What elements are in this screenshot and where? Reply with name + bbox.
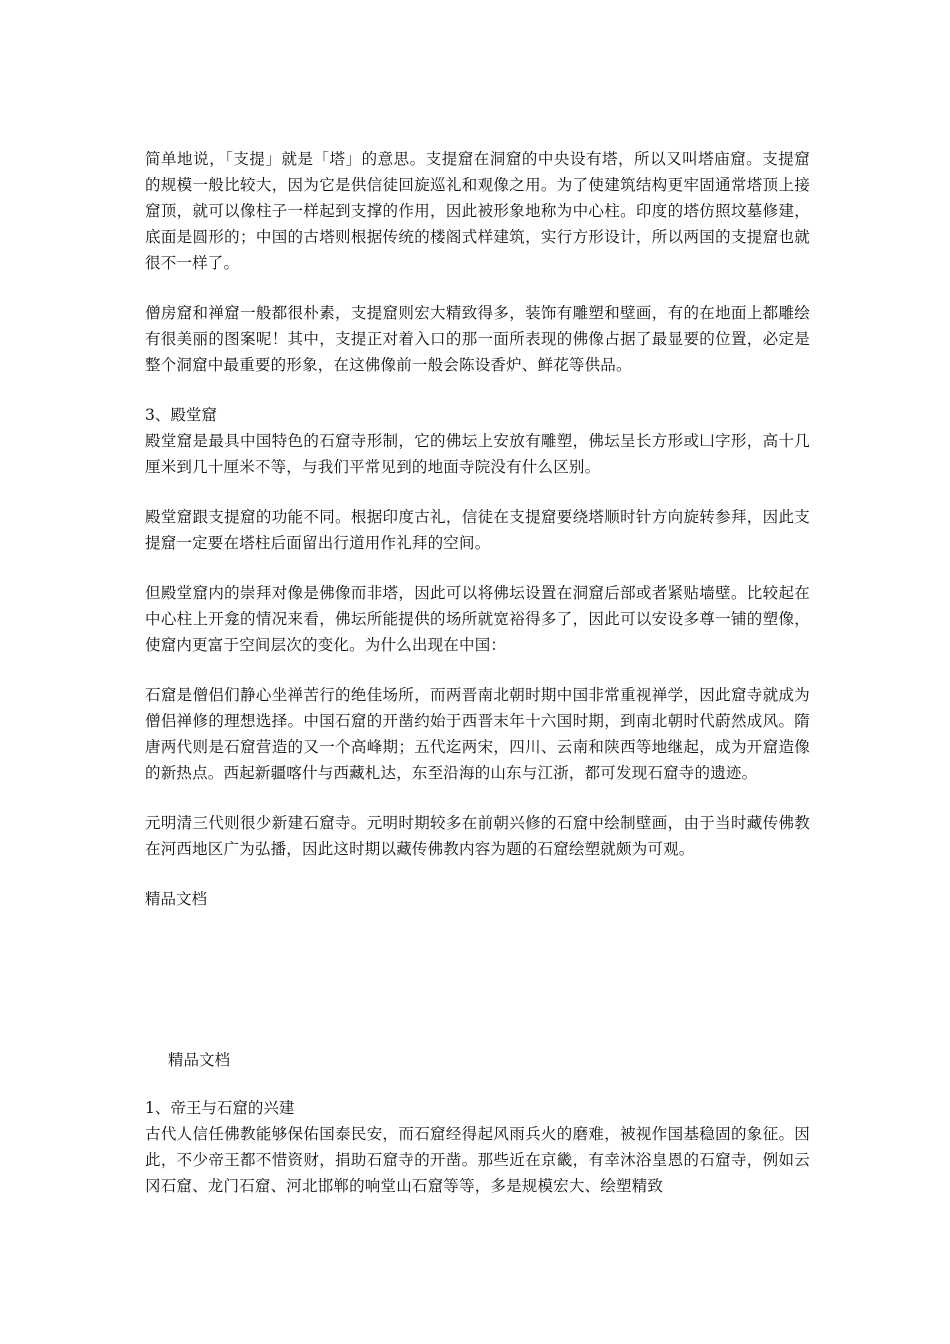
page-1-body [145, 146, 810, 912]
paragraph-emperors-grottoes: 古代人信任佛教能够保佑国泰民安，而石窟经得起风雨兵火的磨难，被视作国基稳固的象征。因此，不少帝王都不惜资财，捐助石窟寺的开凿。那些近在京畿，有幸沐浴皇恩的石窟寺，例如云冈石窟、龙门石窟、河北邯郸的响堂山石窟等等，多是规模宏大、绘塑精致 [145, 1125, 810, 1195]
page-footer-label: 精品文档 [145, 890, 208, 908]
page-header-label: 精品文档 [168, 1051, 231, 1069]
paragraph-grotto-history: 石窟是僧侣们静心坐禅苦行的绝佳场所，而两晋南北朝时期中国非常重视禅学，因此窟寺就成为僧侣禅修的理想选择。中国石窟的开凿约始于西晋末年十六国时期，到南北朝时代蔚然成风。隋唐两代则是石窟营造的又一个高峰期；五代迄两宋，四川、云南和陕西等地继起，成为开窟造像的新热点。西起新疆喀什与西藏札达，东至沿海的山东与江浙，都可发现石窟寺的遗迹。 [145, 686, 810, 782]
paragraph-diantang-description: 殿堂窟是最具中国特色的石窟寺形制，它的佛坛上安放有雕塑，佛坛呈长方形或凵字形，高十几厘米到几十厘米不等，与我们平常见到的地面寺院没有什么区别。 [145, 432, 810, 476]
paragraph-diantang-worship: 但殿堂窟内的崇拜对像是佛像而非塔，因此可以将佛坛设置在洞窟后部或者紧贴墙壁。比较起在中心柱上开龛的情况来看，佛坛所能提供的场所就宽裕得多了，因此可以安设多尊一铺的塑像，使窟内更富于空间层次的变化。为什么出现在中国： [145, 584, 810, 654]
paragraph-zhiti-definition: 简单地说，「支提」就是「塔」的意思。支提窟在洞窟的中央设有塔，所以又叫塔庙窟。支提窟的规模一般比较大，因为它是供信徒回旋巡礼和观像之用。为了使建筑结构更牢固通常塔顶上接窟顶，就可以像柱子一样起到支撑的作用，因此被形象地称为中心柱。印度的塔仿照坟墓修建，底面是圆形的；中国的古塔则根据传统的楼阁式样建筑，实行方形设计，所以两国的支提窟也就很不一样了。 [145, 150, 810, 272]
section-heading-3: 3、殿堂窟 [145, 406, 217, 424]
paragraph-diantang-function: 殿堂窟跟支提窟的功能不同。根据印度古礼，信徒在支提窟要绕塔顺时针方向旋转参拜，因此支提窟一定要在塔柱后面留出行道用作礼拜的空间。 [145, 508, 810, 552]
page-2-body [145, 1095, 810, 1199]
paragraph-zhiti-decoration: 僧房窟和禅窟一般都很朴素，支提窟则宏大精致得多，装饰有雕塑和壁画，有的在地面上都雕绘有很美丽的图案呢！其中，支提正对着入口的那一面所表现的佛像占据了最显要的位置，必定是整个洞窟中最重要的形象，在这佛像前一般会陈设香炉、鲜花等供品。 [145, 304, 810, 374]
section-heading-1: 1、帝王与石窟的兴建 [145, 1099, 295, 1117]
paragraph-yuan-ming-qing: 元明清三代则很少新建石窟寺。元明时期较多在前朝兴修的石窟中绘制壁画，由于当时藏传佛教在河西地区广为弘播，因此这时期以藏传佛教内容为题的石窟绘塑就颇为可观。 [145, 814, 810, 858]
